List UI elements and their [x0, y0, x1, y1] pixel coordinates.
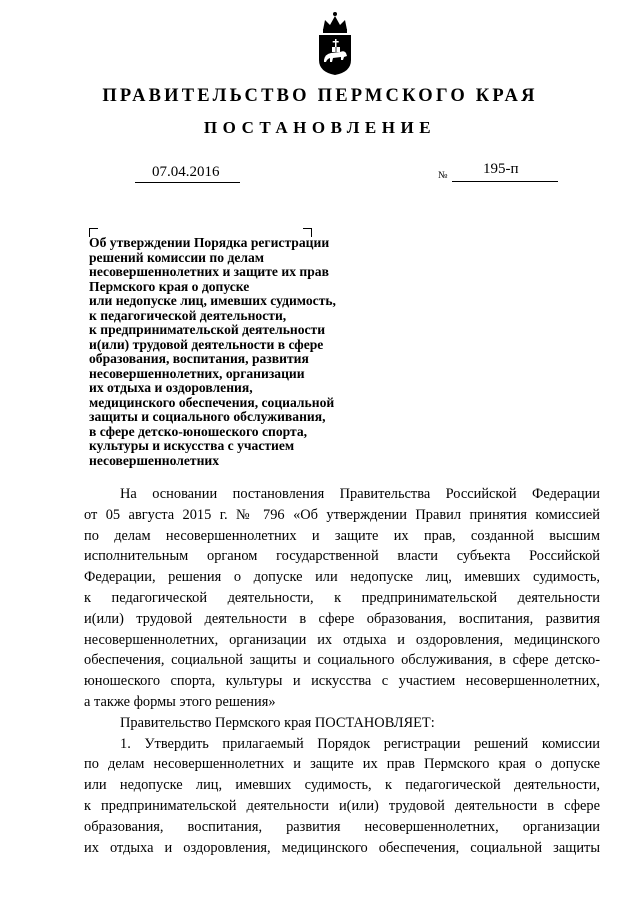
subject-line: к педагогической деятельности,: [89, 307, 287, 323]
document-type-heading: ПОСТАНОВЛЕНИЕ: [203, 118, 437, 137]
body-line: по делам несовершеннолетних и защите их прав Пермского края о допуске: [84, 756, 600, 773]
body-line: к педагогической деятельности, к предпринимательской деятельности: [84, 589, 600, 606]
shield-icon: [319, 35, 351, 75]
body-line: Федерации, решения о допуске или недопуске лиц, имевших судимость,: [84, 569, 600, 586]
body-line: обеспечения, социальной защиты и социального обслуживания, в сфере детско-: [84, 652, 600, 669]
body-line: или недопуске лиц, имевших судимость, к педагогической деятельности,: [84, 777, 600, 794]
body-line: 1. Утвердить прилагаемый Порядок регистрации решений комиссии: [120, 735, 600, 752]
body-line: их отдыха и оздоровления, медицинского обеспечения, социальной защиты: [84, 839, 600, 856]
subject-line: Об утверждении Порядка регистрации: [89, 235, 330, 250]
subject-line: несовершеннолетних и защите их прав: [89, 264, 329, 279]
subject-line: к предпринимательской деятельности: [89, 322, 326, 337]
subject-line: и(или) трудовой деятельности в сфере: [89, 336, 324, 352]
subject-line: решений комиссии по делам: [89, 249, 265, 265]
body-line: а также формы этого решения»: [84, 693, 276, 710]
subject-line: защиты и социального обслуживания,: [89, 409, 326, 424]
subject-block: [89, 236, 389, 468]
body-line: от 05 августа 2015 г. № 796 «Об утверждении Правил принятия комиссией: [84, 506, 600, 523]
subject-line: их отдыха и оздоровления,: [89, 380, 253, 395]
subject-line: или недопуске лиц, имевших судимость,: [89, 293, 336, 308]
body-line: исполнительным органом государственной власти субъекта Российской: [84, 548, 600, 565]
body-line: и(или) трудовой деятельности в сфере образования, воспитания, развития: [84, 610, 600, 627]
body-line: Правительство Пермского края ПОСТАНОВЛЯЕТ:: [120, 714, 435, 731]
number-sign: №: [438, 170, 448, 181]
subject-line: несовершеннолетних: [89, 452, 220, 468]
subject-line: Пермского края о допуске: [89, 278, 250, 294]
body-line: На основании постановления Правительства Российской Федерации: [120, 486, 600, 502]
body-line: по делам несовершеннолетних и защите их прав, созданной высшим: [84, 527, 600, 544]
body-line: образования, воспитания, развития несовершеннолетних, организации: [84, 818, 600, 835]
coat-of-arms-emblem: [313, 10, 357, 76]
body-line: несовершеннолетних, организации их отдыха и оздоровления, медицинского: [84, 631, 600, 648]
crown-icon: [323, 12, 347, 33]
government-title: ПРАВИТЕЛЬСТВО ПЕРМСКОГО КРАЯ: [102, 86, 538, 106]
subject-line: образования, воспитания, развития: [89, 351, 309, 366]
subject-line: культуры и искусства с участием: [89, 438, 295, 453]
document-number: 195-п: [483, 161, 519, 177]
subject-line: в сфере детско-юношеского спорта,: [89, 423, 308, 439]
body-paragraphs: [84, 484, 600, 858]
body-line: юношеского спорта, культуры и искусства с участием несовершеннолетних,: [84, 673, 600, 690]
document-date: 07.04.2016: [152, 164, 220, 180]
subject-line: медицинского обеспечения, социальной: [89, 394, 335, 410]
subject-line: несовершеннолетних, организации: [89, 365, 305, 381]
body-line: к предпринимательской деятельности и(или) трудовой деятельности в сфере: [84, 797, 600, 814]
